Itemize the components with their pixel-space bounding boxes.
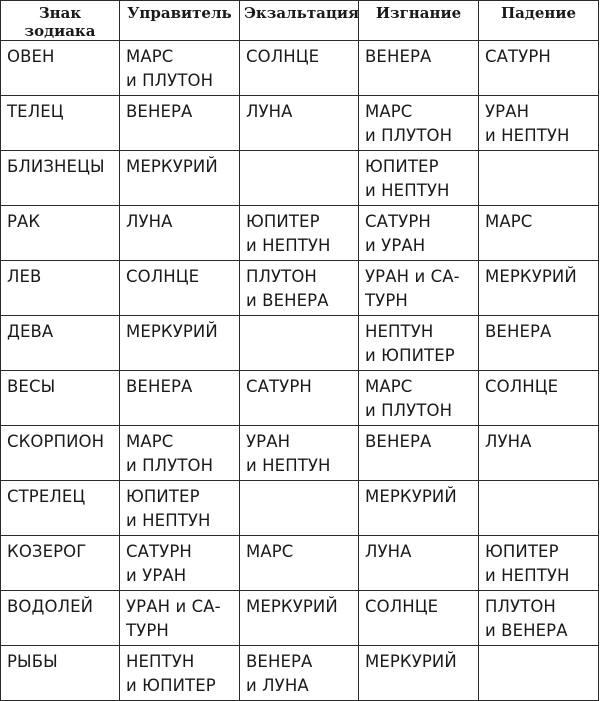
table-row — [1, 646, 599, 701]
cell-fall-line: и ВЕНЕРА — [485, 621, 568, 640]
cell-exile — [359, 481, 479, 536]
cell-exile-line: СОЛНЦЕ — [365, 597, 439, 616]
cell-fall-line: СОЛНЦЕ — [485, 377, 559, 396]
cell-ruler-line: и ПЛУТОН — [126, 71, 214, 90]
cell-exile-line: и ЮПИТЕР — [365, 346, 455, 365]
cell-fall-line: МАРС — [485, 212, 533, 231]
cell-exaltation — [240, 646, 359, 701]
cell-ruler — [120, 316, 240, 371]
table-row — [1, 261, 599, 316]
cell-exaltation-line: МАРС — [246, 542, 294, 561]
cell-fall-line: и НЕПТУН — [485, 126, 570, 145]
cell-exaltation — [240, 426, 359, 481]
cell-ruler-line: МЕРКУРИЙ — [126, 322, 218, 341]
cell-exaltation — [240, 481, 359, 536]
cell-exaltation-line: МЕРКУРИЙ — [246, 597, 338, 616]
cell-fall — [479, 426, 599, 481]
cell-exile-line: ВЕНЕРА — [365, 432, 432, 451]
cell-fall — [479, 481, 599, 536]
cell-fall-line: ЛУНА — [485, 432, 532, 451]
cell-exile — [359, 316, 479, 371]
cell-exile — [359, 261, 479, 316]
cell-exile-line: МЕРКУРИЙ — [365, 652, 457, 671]
cell-exile-line: и УРАН — [365, 236, 426, 255]
cell-zodiac-sign — [1, 261, 120, 316]
cell-ruler-line: и НЕПТУН — [126, 511, 211, 530]
table-row — [1, 41, 599, 96]
cell-fall — [479, 536, 599, 591]
cell-fall-line: САТУРН — [485, 47, 551, 66]
cell-zodiac-sign — [1, 371, 120, 426]
cell-fall — [479, 206, 599, 261]
cell-exile-line: и ПЛУТОН — [365, 126, 453, 145]
table-row — [1, 536, 599, 591]
cell-zodiac-sign — [1, 536, 120, 591]
cell-zodiac-sign-text: ТЕЛЕЦ — [7, 102, 64, 121]
cell-exaltation-line: САТУРН — [246, 377, 312, 396]
cell-exaltation-line: ЮПИТЕР — [246, 212, 320, 231]
cell-exaltation — [240, 41, 359, 96]
cell-ruler-line: СОЛНЦЕ — [126, 267, 200, 286]
table-row — [1, 151, 599, 206]
cell-zodiac-sign — [1, 591, 120, 646]
cell-exile-line: МАРС — [365, 377, 413, 396]
header-exile: Изгнание — [359, 1, 479, 41]
cell-exaltation-line: ЛУНА — [246, 102, 293, 121]
cell-fall — [479, 261, 599, 316]
cell-exile-line: МАРС — [365, 102, 413, 121]
cell-ruler-line: МЕРКУРИЙ — [126, 157, 218, 176]
cell-fall — [479, 646, 599, 701]
cell-fall-line: МЕРКУРИЙ — [485, 267, 577, 286]
cell-ruler-line: ЛУНА — [126, 212, 173, 231]
cell-ruler-line: НЕПТУН — [126, 652, 195, 671]
table-row — [1, 371, 599, 426]
cell-ruler-line: ВЕНЕРА — [126, 377, 193, 396]
cell-zodiac-sign — [1, 96, 120, 151]
cell-exaltation-line: и НЕПТУН — [246, 236, 331, 255]
cell-ruler-line: ЮПИТЕР — [126, 487, 200, 506]
cell-ruler-line: САТУРН — [126, 542, 192, 561]
cell-zodiac-sign-text: РАК — [7, 212, 41, 231]
cell-exile-line: САТУРН — [365, 212, 431, 231]
cell-ruler — [120, 206, 240, 261]
cell-fall — [479, 151, 599, 206]
cell-ruler-line: и ПЛУТОН — [126, 456, 214, 475]
cell-zodiac-sign — [1, 41, 120, 96]
cell-exaltation-line: ВЕНЕРА — [246, 652, 313, 671]
cell-exile — [359, 371, 479, 426]
cell-exaltation-line: ПЛУТОН — [246, 267, 317, 286]
cell-zodiac-sign — [1, 426, 120, 481]
cell-zodiac-sign-text: ВЕСЫ — [7, 377, 56, 396]
cell-exile-line: ЛУНА — [365, 542, 412, 561]
cell-ruler — [120, 41, 240, 96]
cell-exaltation-line: СОЛНЦЕ — [246, 47, 320, 66]
cell-ruler-line: МАРС — [126, 432, 174, 451]
cell-exile-line: НЕПТУН — [365, 322, 434, 341]
cell-exile — [359, 206, 479, 261]
cell-ruler-line: ВЕНЕРА — [126, 102, 193, 121]
cell-ruler-line: УРАН и СА- — [126, 597, 221, 616]
cell-exaltation — [240, 591, 359, 646]
cell-exaltation-line: и НЕПТУН — [246, 456, 331, 475]
cell-zodiac-sign-text: ВОДОЛЕЙ — [7, 597, 94, 616]
cell-ruler — [120, 426, 240, 481]
cell-exaltation-line: УРАН — [246, 432, 291, 451]
table-row — [1, 96, 599, 151]
cell-fall-line: ПЛУТОН — [485, 597, 556, 616]
cell-ruler-line: и УРАН — [126, 566, 187, 585]
cell-fall — [479, 371, 599, 426]
cell-ruler — [120, 646, 240, 701]
cell-zodiac-sign — [1, 646, 120, 701]
cell-ruler-line: и ЮПИТЕР — [126, 676, 216, 695]
cell-fall — [479, 591, 599, 646]
header-row — [1, 1, 599, 41]
table-row — [1, 426, 599, 481]
cell-fall — [479, 41, 599, 96]
cell-fall — [479, 316, 599, 371]
table-row — [1, 316, 599, 371]
cell-ruler-line: МАРС — [126, 47, 174, 66]
cell-exile-line: ВЕНЕРА — [365, 47, 432, 66]
cell-fall-line: УРАН — [485, 102, 530, 121]
cell-exile — [359, 96, 479, 151]
header-zodiac-sign: Знак зодиака — [1, 1, 120, 41]
cell-fall-line: ВЕНЕРА — [485, 322, 552, 341]
cell-exile — [359, 646, 479, 701]
cell-exaltation — [240, 261, 359, 316]
cell-ruler — [120, 591, 240, 646]
cell-fall-line: ЮПИТЕР — [485, 542, 559, 561]
cell-exaltation — [240, 96, 359, 151]
cell-exile-line: ЮПИТЕР — [365, 157, 439, 176]
cell-ruler — [120, 536, 240, 591]
cell-fall — [479, 96, 599, 151]
cell-exile-line: и НЕПТУН — [365, 181, 450, 200]
table-row — [1, 206, 599, 261]
cell-exaltation-line: и ВЕНЕРА — [246, 291, 329, 310]
cell-exile-line: ТУРН — [365, 291, 408, 310]
cell-exile — [359, 151, 479, 206]
cell-zodiac-sign — [1, 316, 120, 371]
cell-zodiac-sign — [1, 481, 120, 536]
cell-fall-line: и НЕПТУН — [485, 566, 570, 585]
cell-exile — [359, 426, 479, 481]
cell-ruler — [120, 151, 240, 206]
cell-zodiac-sign-text: ОВЕН — [7, 47, 55, 66]
cell-zodiac-sign-text: РЫБЫ — [7, 652, 58, 671]
cell-exaltation — [240, 151, 359, 206]
header-ruler: Управитель — [120, 1, 240, 41]
cell-exaltation-line: и ЛУНА — [246, 676, 309, 695]
cell-exile-line: УРАН и СА- — [365, 267, 460, 286]
header-exaltation: Экзальтация — [240, 1, 359, 41]
table-header — [1, 1, 599, 41]
table-row — [1, 591, 599, 646]
cell-ruler-line: ТУРН — [126, 621, 169, 640]
cell-zodiac-sign-text: ЛЕВ — [7, 267, 42, 286]
table-body — [1, 41, 599, 701]
header-fall: Падение — [479, 1, 599, 41]
cell-zodiac-sign-text: СКОРПИОН — [7, 432, 105, 451]
cell-exile — [359, 591, 479, 646]
cell-zodiac-sign-text: СТРЕЛЕЦ — [7, 487, 86, 506]
cell-exaltation — [240, 316, 359, 371]
cell-ruler — [120, 481, 240, 536]
cell-ruler — [120, 261, 240, 316]
cell-exile-line: и ПЛУТОН — [365, 401, 453, 420]
cell-exile — [359, 41, 479, 96]
cell-zodiac-sign — [1, 151, 120, 206]
cell-zodiac-sign-text: БЛИЗНЕЦЫ — [7, 157, 105, 176]
cell-exaltation — [240, 206, 359, 261]
cell-ruler — [120, 371, 240, 426]
cell-exile — [359, 536, 479, 591]
cell-zodiac-sign-text: ДЕВА — [7, 322, 54, 341]
cell-exile-line: МЕРКУРИЙ — [365, 487, 457, 506]
cell-zodiac-sign — [1, 206, 120, 261]
cell-ruler — [120, 96, 240, 151]
cell-exaltation — [240, 536, 359, 591]
cell-exaltation — [240, 371, 359, 426]
cell-zodiac-sign-text: КОЗЕРОГ — [7, 542, 87, 561]
table-row — [1, 481, 599, 536]
